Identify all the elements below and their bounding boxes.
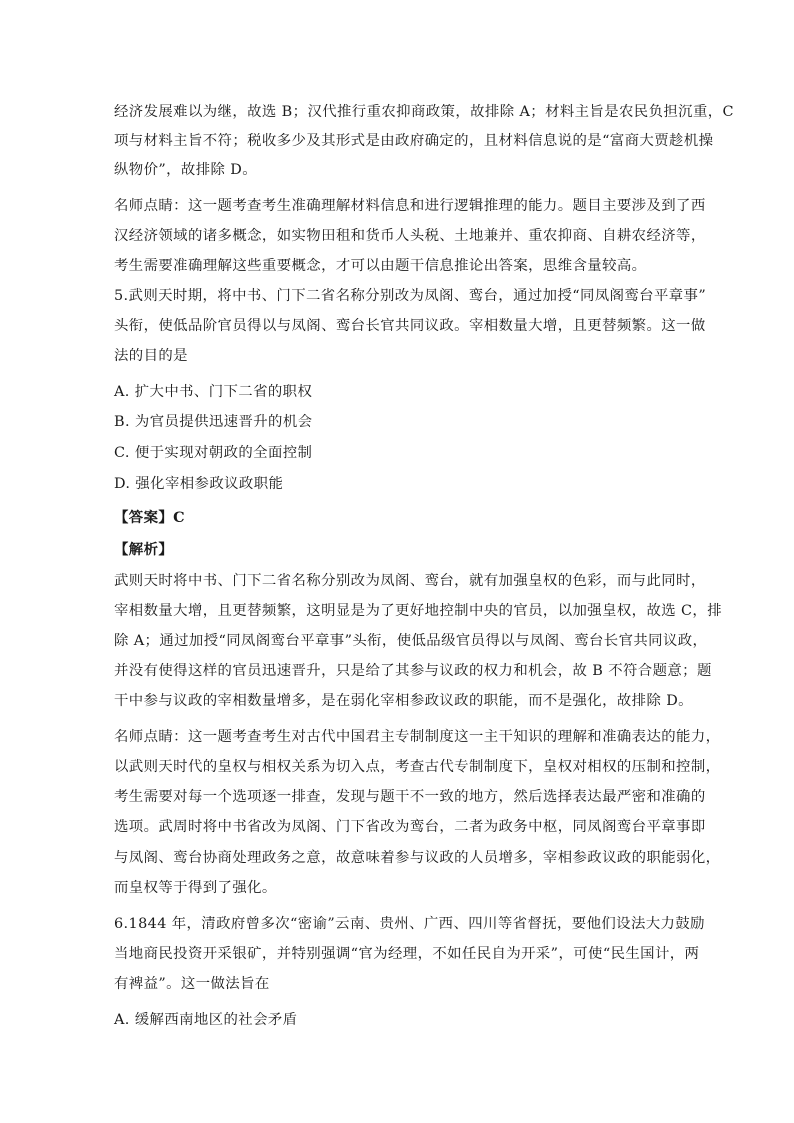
option-a: A. 扩大中书、门下二省的职权 (114, 384, 313, 400)
analysis-heading: 【解析】 (114, 541, 174, 558)
text-line: 与凤阁、鸾台协商处理政务之意，故意味着参与议政的人员增多，宰相参政议政的职能弱化， (114, 850, 721, 866)
option-d: D. 强化宰相参政议政职能 (114, 476, 284, 492)
option-c: C. 便于实现对朝政的全面控制 (114, 445, 313, 461)
question-6-stem: 有裨益”。这一做法旨在 (114, 976, 270, 992)
text-line: 除 A；通过加授“同凤阁鸾台平章事”头衔，使低品级官员得以与凤阁、鸾台长官共同议政， (114, 633, 708, 649)
text-line: 汉经济领域的诸多概念，如实物田租和货币人头税、土地兼并、重农抑商、自耕农经济等， (114, 228, 706, 244)
text-line: 宰相数量大增，且更替频繁，这明显是为了更好地控制中央的官员，以加强皇权，故选 C，排 (114, 603, 723, 619)
answer-heading: 【答案】C (114, 509, 186, 526)
text-line: 考生需要对每一个选项逐一排查，发现与题干不一致的地方，然后选择表达最严密和准确的 (114, 789, 706, 805)
question-5-stem: 5.武则天时期，将中书、门下二省名称分别改为凤阁、鸾台，通过加授“同凤阁鸾台平章事” (114, 288, 707, 304)
text-line: 武则天时将中书、门下二省名称分别改为凤阁、鸾台，就有加强皇权的色彩，而与此同时， (114, 573, 706, 589)
text-line: 名师点睛：这一题考查考生准确理解材料信息和进行逻辑推理的能力。题目主要涉及到了西 (114, 198, 706, 214)
text-line: 而皇权等于得到了强化。 (114, 880, 277, 896)
question-6-stem: 6.1844 年，清政府曾多次“密谕”云南、贵州、广西、四川等省督抚，要他们设法大力鼓励 (114, 916, 705, 932)
text-line: 纵物价”，故排除 D。 (114, 162, 257, 178)
option-a: A. 缓解西南地区的社会矛盾 (114, 1012, 298, 1028)
text-line: 干中参与议政的宰相数量增多，是在弱化宰相参政议政的职能，而不是强化，故排除 D。 (114, 693, 693, 709)
text-line: 考生需要准确理解这些重要概念，才可以由题干信息推论出答案，思维含量较高。 (114, 258, 647, 274)
question-6-stem: 当地商民投资开采银矿，并特别强调“官为经理，不如任民自为开采”，可使“民生国计，两 (114, 946, 700, 962)
question-5-stem: 头衔，使低品阶官员得以与凤阁、鸾台长官共同议政。宰相数量大增，且更替频繁。这一做 (114, 318, 706, 334)
text-line: 并没有使得这样的官员迅速晋升，只是给了其参与议政的权力和机会，故 B 不符合题意；题 (114, 663, 712, 679)
option-b: B. 为官员提供迅速晋升的机会 (114, 414, 313, 430)
text-line: 项与材料主旨不符；税收多少及其形式是由政府确定的，且材料信息说的是“富商大贾趁机操 (114, 133, 714, 149)
text-line: 以武则天时代的皇权与相权关系为切入点，考查古代专制制度下，皇权对相权的压制和控制， (114, 759, 721, 775)
text-line: 名师点睛：这一题考查考生对古代中国君主专制制度这一主干知识的理解和准确表达的能力， (114, 729, 721, 745)
text-line: 选项。武周时将中书省改为凤阁、门下省改为鸾台，二者为政务中枢，同凤阁鸾台平章事即 (114, 819, 706, 835)
question-5-stem: 法的目的是 (114, 348, 188, 364)
text-line: 经济发展难以为继，故选 B；汉代推行重农抑商政策，故排除 A；材料主旨是农民负担沉重，C (114, 104, 734, 120)
